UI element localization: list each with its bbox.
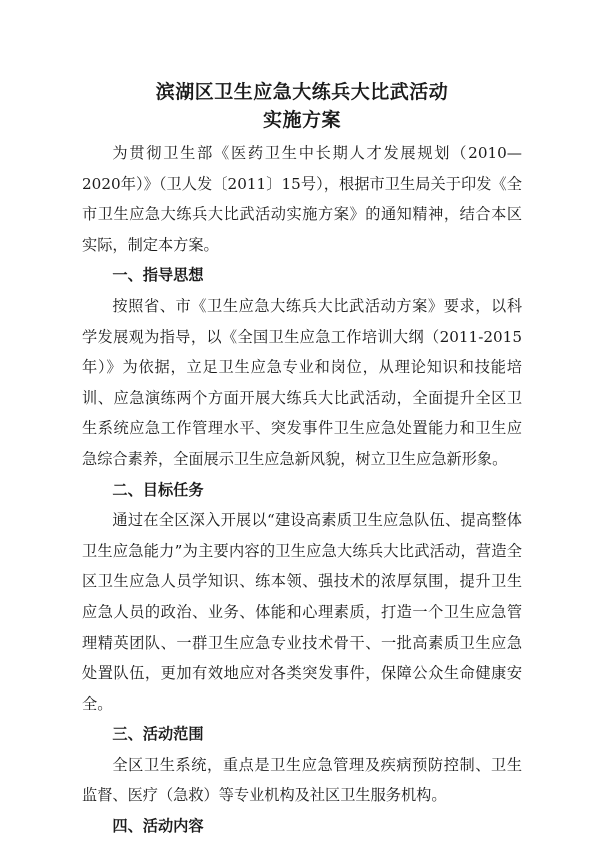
section-body-guiding-ideology: 按照省、市《卫生应急大练兵大比武活动方案》要求，以科学发展观为指导，以《全国卫生应急工作培训大纲（2011-2015年）》为依据，立足卫生应急专业和岗位，从理论知识和技能培训、应急演练两个方面开展大练兵大比武活动，全面提升全区卫生系统应急工作管理水平、突发事件卫生应急处置能力和卫生应急综合素养，全面展示卫生应急新风貌，树立卫生应急新形象。 — [82, 296, 522, 468]
section-body-goals-tasks: 通过在全区深入开展以“建设高素质卫生应急队伍、提高整体卫生应急能力”为主要内容的卫生应急大练兵大比武活动，营造全区卫生应急人员学知识、练本领、强技术的浓厚氛围，提升卫生应急人员的政治、业务、体能和心理素质，打造一个卫生应急管理精英团队、一群卫生应急专业技术骨干、一批高素质卫生应急处置队伍，更加有效地应对各类突发事件，保障公众生命健康安全。 — [82, 511, 522, 713]
section-heading-activity-content: 四、活动内容 — [112, 817, 204, 836]
section-heading-goals-tasks: 二、目标任务 — [112, 480, 204, 499]
section-heading-guiding-ideology: 一、指导思想 — [112, 266, 204, 285]
section-heading-activity-scope: 三、活动范围 — [112, 725, 204, 744]
document-subtitle: 实施方案 — [262, 109, 341, 131]
intro-paragraph: 为贯彻卫生部《医药卫生中长期人才发展规划（2010—2020年）》（卫人发〔2011〕15号），根据市卫生局关于印发《全市卫生应急大练兵大比武活动实施方案》的通知精神，结合本区实际，制定本方案。 — [82, 144, 522, 254]
document-title: 滨湖区卫生应急大练兵大比武活动 — [155, 81, 449, 103]
section-body-activity-scope: 全区卫生系统，重点是卫生应急管理及疾病预防控制、卫生监督、医疗（急救）等专业机构及社区卫生服务机构。 — [82, 755, 522, 805]
